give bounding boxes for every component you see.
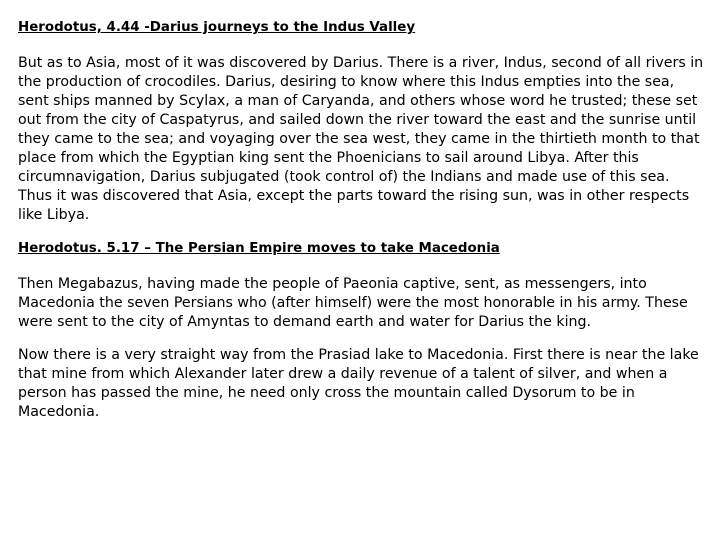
section-1-paragraph: But as to Asia, most of it was discovered by Darius. There is a river, Indus, second of all rivers in the production of crocodiles. Darius, desiring to know where this Indus empties into the sea, sent ships manned by Scylax, a man of Caryanda, and others whose word he trusted; these set out from the city of Caspatyrus, and sailed down the river toward the east and the sunrise until they came to the sea; and voyaging over the sea west, they came in the thirtieth month to that place from which the Egyptian king sent the Phoenicians to sail around Libya. After this circumnavigation, Darius subjugated (took control of) the Indians and made use of this sea. Thus it was discovered that Asia, except the parts toward the rising sun, was in other respects like Libya. — [18, 55, 704, 223]
section-2-paragraph-2: Now there is a very straight way from the Prasiad lake to Macedonia. First there is near the lake that mine from which Alexander later drew a daily revenue of a talent of silver, and when a person has passed the mine, he need only cross the mountain called Dysorum to be in Macedonia. — [18, 347, 699, 420]
section-heading-herodotus-5-17: Herodotus. 5.17 – The Persian Empire moves to take Macedonia — [18, 241, 500, 256]
document-page — [18, 18, 704, 422]
section-heading-herodotus-4-44: Herodotus, 4.44 -Darius journeys to the Indus Valley — [18, 20, 416, 35]
section-2-paragraph-1: Then Megabazus, having made the people of Paeonia captive, sent, as messengers, into Macedonia the seven Persians who (after himself) were the most honorable in his army. These were sent to the city of Amyntas to demand earth and water for Darius the king. — [18, 276, 688, 330]
